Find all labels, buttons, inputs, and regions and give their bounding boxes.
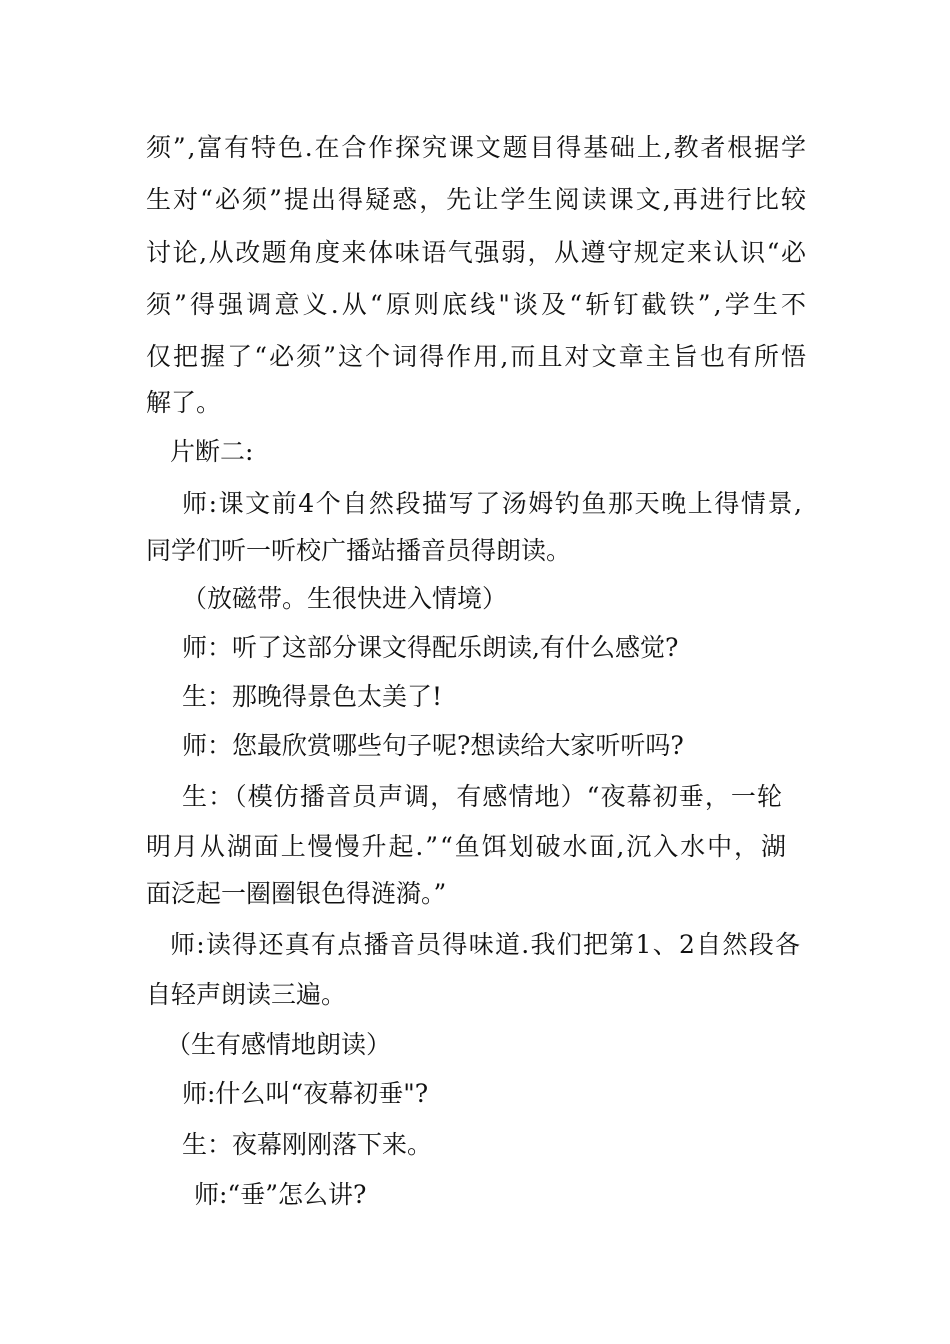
text-line-21: 生：夜幕刚刚落下来。 [182,1130,433,1159]
text-line-22: 师:“垂”怎么讲? [194,1180,367,1209]
text-line-3: 讨论,从改题角度来体味语气强弱，从遵守规定来认识“必 [146,238,808,267]
text-line-12: 生：那晚得景色太美了! [182,682,443,711]
text-line-15: 明月从湖面上慢慢升起.”“鱼饵划破水面,沉入水中，湖 [146,832,788,861]
text-line-2: 生对“必须”提出得疑惑，先让学生阅读课文,再进行比较 [146,185,809,214]
text-line-8: 师:课文前4个自然段描写了汤姆钓鱼那天晚上得情景, [182,489,804,518]
text-line-14: 生：（模仿播音员声调，有感情地）“夜幕初垂，一轮 [182,782,784,811]
text-line-1: 须”,富有特色.在合作探究课文题目得基础上,教者根据学 [146,133,808,162]
text-line-5: 仅把握了“必须”这个词得作用,而且对文章主旨也有所悟 [146,342,809,371]
text-line-18: 自轻声朗读三遍。 [146,980,347,1009]
text-line-16: 面泛起一圈圈银色得涟漪。” [146,879,447,908]
text-line-11: 师：听了这部分课文得配乐朗读,有什么感觉? [182,633,679,662]
text-line-17: 师:读得还真有点播音员得味道.我们把第1、2自然段各 [170,930,802,959]
text-line-20: 师:什么叫“夜幕初垂"? [182,1079,429,1108]
text-line-19: （生有感情地朗读） [166,1030,392,1059]
section-heading: 片断二: [170,437,254,466]
text-line-10: （放磁带。生很快进入情境） [182,584,508,613]
text-line-4: 须”得强调意义.从“原则底线"谈及“斩钉截铁”,学生不 [146,290,810,319]
text-line-9: 同学们听一听校广播站播音员得朗读。 [146,536,572,565]
text-line-6: 解了。 [146,388,222,417]
text-line-13: 师：您最欣赏哪些句子呢?想读给大家听听吗? [182,731,684,760]
